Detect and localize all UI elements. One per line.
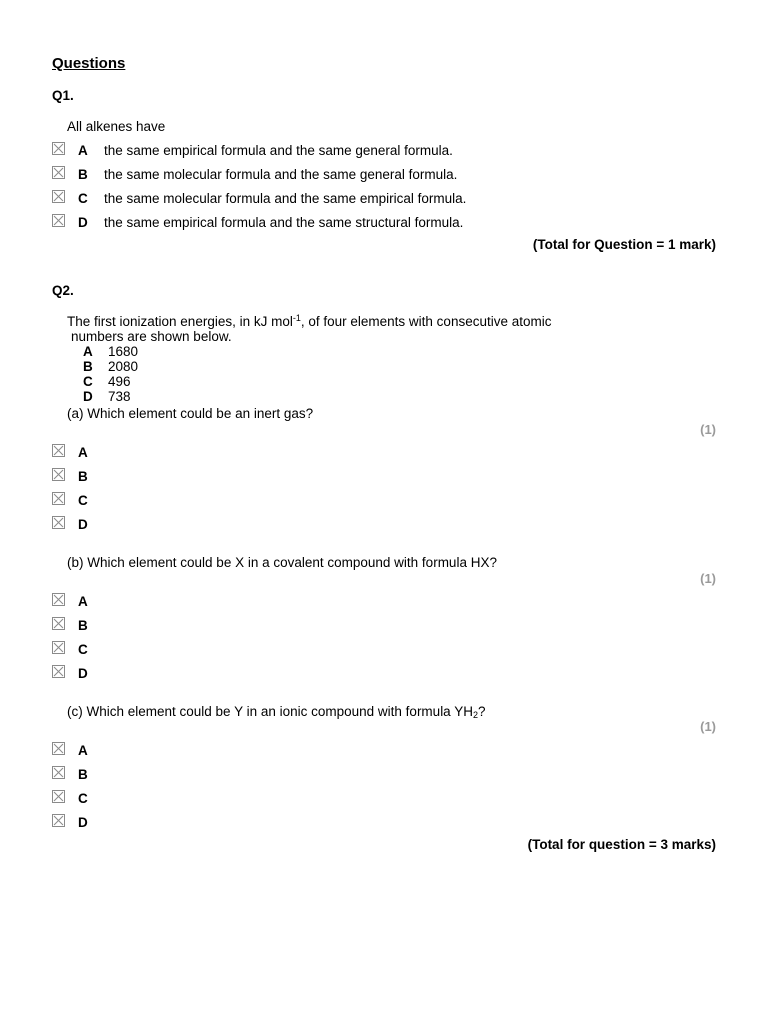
question-1-label: Q1.: [52, 88, 74, 103]
checkbox-icon[interactable]: [52, 742, 65, 755]
part-a-question: (a) Which element could be an inert gas?: [67, 406, 314, 421]
option-letter: A: [78, 743, 88, 758]
element-value: 1680: [108, 344, 139, 359]
element-value: 496: [108, 374, 131, 389]
option-letter: D: [78, 815, 88, 830]
question-2-total: (Total for question = 3 marks): [527, 837, 716, 852]
element-letter: C: [83, 374, 93, 389]
element-value: 738: [108, 389, 131, 404]
checkbox-icon[interactable]: [52, 444, 65, 457]
element-letter: A: [83, 344, 93, 359]
option-letter: B: [78, 618, 88, 633]
option-letter: D: [78, 517, 88, 532]
option-text: the same molecular formula and the same general formula.: [104, 167, 458, 182]
checkbox-icon[interactable]: [52, 617, 65, 630]
part-c-text: (c) Which element could be Y in an ionic compound with formula YH: [67, 704, 473, 719]
option-letter: B: [78, 767, 88, 782]
page-title: Questions: [52, 55, 126, 72]
part-c-question: [67, 704, 486, 719]
option-letter: A: [78, 594, 88, 609]
option-letter: A: [78, 445, 88, 460]
option-letter: C: [78, 191, 88, 206]
part-c-text-end: ?: [477, 704, 486, 719]
question-2-label: Q2.: [52, 283, 74, 298]
checkbox-icon[interactable]: [52, 190, 65, 203]
checkbox-icon[interactable]: [52, 665, 65, 678]
option-text: the same molecular formula and the same empirical formula.: [104, 191, 467, 206]
option-letter: C: [78, 642, 88, 657]
option-text: the same empirical formula and the same general formula.: [104, 143, 453, 158]
option-letter: D: [78, 666, 88, 681]
checkbox-icon[interactable]: [52, 814, 65, 827]
option-letter: A: [78, 143, 88, 158]
option-letter: D: [78, 215, 88, 230]
question-2-stem: [67, 314, 552, 329]
question-1-total: (Total for Question = 1 mark): [532, 237, 716, 252]
part-c-subscript: 2: [472, 710, 478, 720]
stem-superscript: -1: [292, 313, 301, 323]
part-b-marks: (1): [700, 571, 716, 586]
checkbox-icon[interactable]: [52, 492, 65, 505]
checkbox-icon[interactable]: [52, 142, 65, 155]
checkbox-icon[interactable]: [52, 641, 65, 654]
part-a-marks: (1): [700, 422, 716, 437]
element-value: 2080: [108, 359, 139, 374]
option-letter: B: [78, 167, 88, 182]
stem-text: The first ionization energies, in kJ mol: [67, 314, 293, 329]
checkbox-icon[interactable]: [52, 790, 65, 803]
checkbox-icon[interactable]: [52, 516, 65, 529]
stem-text-continued: , of four elements with consecutive atomic: [300, 314, 552, 329]
part-b-question: (b) Which element could be X in a covalent compound with formula HX?: [67, 555, 497, 570]
checkbox-icon[interactable]: [52, 593, 65, 606]
checkbox-icon[interactable]: [52, 766, 65, 779]
part-c-marks: (1): [700, 719, 716, 734]
option-text: the same empirical formula and the same structural formula.: [104, 215, 464, 230]
option-letter: C: [78, 791, 88, 806]
option-letter: C: [78, 493, 88, 508]
question-2-stem-line2: numbers are shown below.: [71, 329, 232, 344]
option-letter: B: [78, 469, 88, 484]
element-letter: D: [83, 389, 93, 404]
checkbox-icon[interactable]: [52, 214, 65, 227]
element-letter: B: [83, 359, 93, 374]
question-1-stem: All alkenes have: [67, 119, 166, 134]
checkbox-icon[interactable]: [52, 468, 65, 481]
checkbox-icon[interactable]: [52, 166, 65, 179]
